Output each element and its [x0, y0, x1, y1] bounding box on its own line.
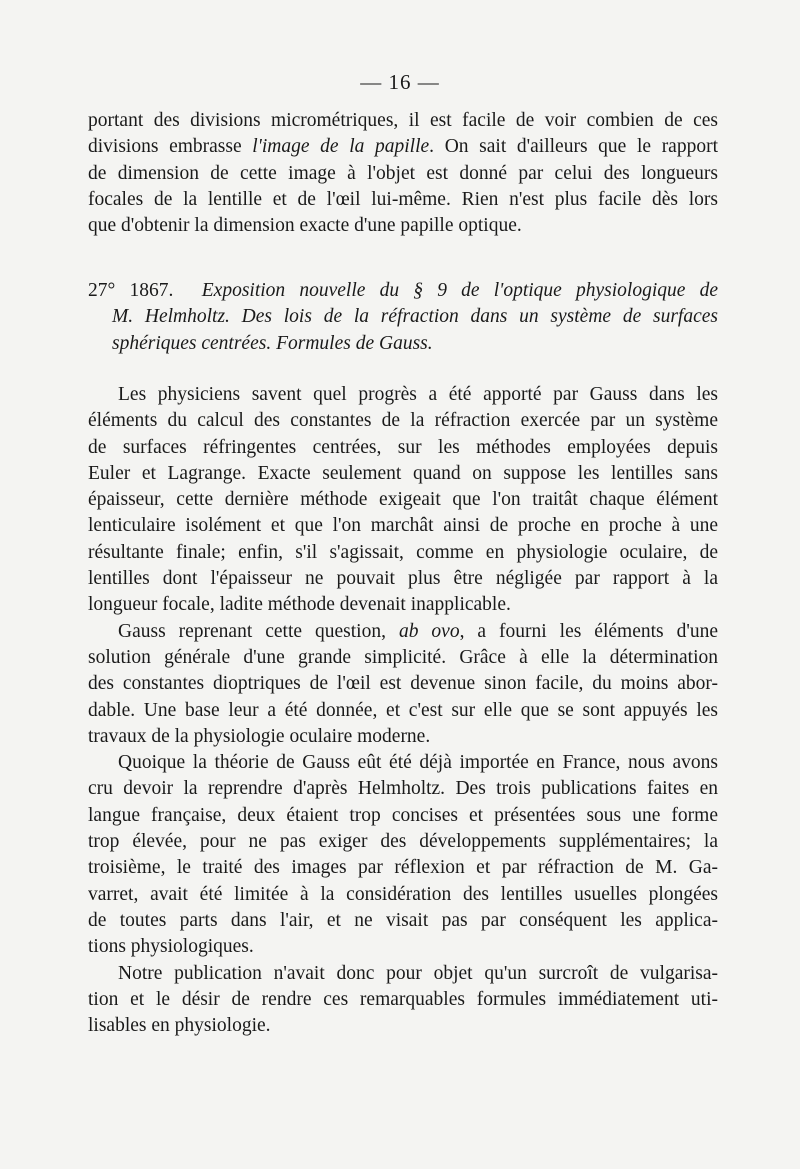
text-line: que d'obtenir la dimension exacte d'une papille optique.	[88, 215, 522, 237]
heading-line: M. Helmholtz. Des lois de la réfraction dans un système de surfaces	[112, 306, 718, 328]
heading-line: 27° 1867. Exposition nouvelle du § 9 de l'optique physiologique de	[88, 280, 718, 301]
paragraph-3: Quoique la théorie de Gauss eût été déjà importée en France, nous avons cru devoir la reprendre d'après Helmholtz. Des trois publications faites en langue française, deux étaient trop concises et présentées sous une forme trop élevée, pour ne pas exiger des développements supplémentaires; la troisième, le traité des images par réflexion et par réfraction de M. Ga- varret, avait été limitée à la considération des lentilles usuelles plongées de toutes parts dans l'air, et ne visait pas par conséquent les applica- tions physiologiques.	[88, 752, 718, 958]
italic-phrase: image de la papille	[261, 136, 430, 158]
text-line: de dimension de cette image à l'objet est donné par celui des longueurs	[88, 162, 718, 184]
paragraph-1: Les physiciens savent quel progrès a été apporté par Gauss dans les éléments du calcul des constantes de la réfraction exercée par un système de surfaces réfringentes centrées, sur les méthodes employées depuis Euler et Lagrange. Exacte seulement quand on suppose les lentilles sans épaisseur, cette dernière méthode exigeait que l'on traitât chaque élément lenticulaire isolément et que l'on marchât ainsi de proche en proche à une résultante finale; enfin, s'il s'agissait, comme en physiologie oculaire, de lentilles dont l'épaisseur ne pouvait plus être négligée par rapport à la longueur focale, ladite méthode devenait inapplicable.	[88, 384, 718, 616]
page-number: — 16 —	[360, 70, 440, 94]
body-text	[88, 382, 718, 1039]
text-line: focales de la lentille et de l'œil lui-même. Rien n'est plus facile dès lors	[88, 188, 718, 210]
section-heading	[88, 278, 718, 357]
heading-line: sphériques centrées. Formules de Gauss.	[112, 332, 433, 354]
heading-number: 27° 1867.	[88, 280, 174, 301]
text-line: portant des divisions micrométriques, il est facile de voir combien de ces	[88, 110, 718, 131]
intro-paragraph	[88, 108, 718, 239]
paragraph-4: Notre publication n'avait donc pour objet qu'un surcroît de vulgarisa- tion et le désir de rendre ces remarquables formules immédiatement uti- lisables en physiologie.	[88, 962, 718, 1037]
text-line: divisions embrasse l'image de la papille. On sait d'ailleurs que le rapport	[88, 136, 718, 158]
italic-ab-ovo: ab ovo	[398, 620, 460, 642]
italic-article: l'	[252, 136, 262, 158]
paragraph-2: Gauss reprenant cette question, ab ovo, a fourni les éléments d'une solution générale d'une grande simplicité. Grâce à elle la détermination des constantes dioptriques de l'œil est devenue sinon facile, du moins abor- dable. Une base leur a été donnée, et c'est sur elle que se sont appuyés les travaux de la physiologie oculaire moderne.	[88, 620, 719, 747]
